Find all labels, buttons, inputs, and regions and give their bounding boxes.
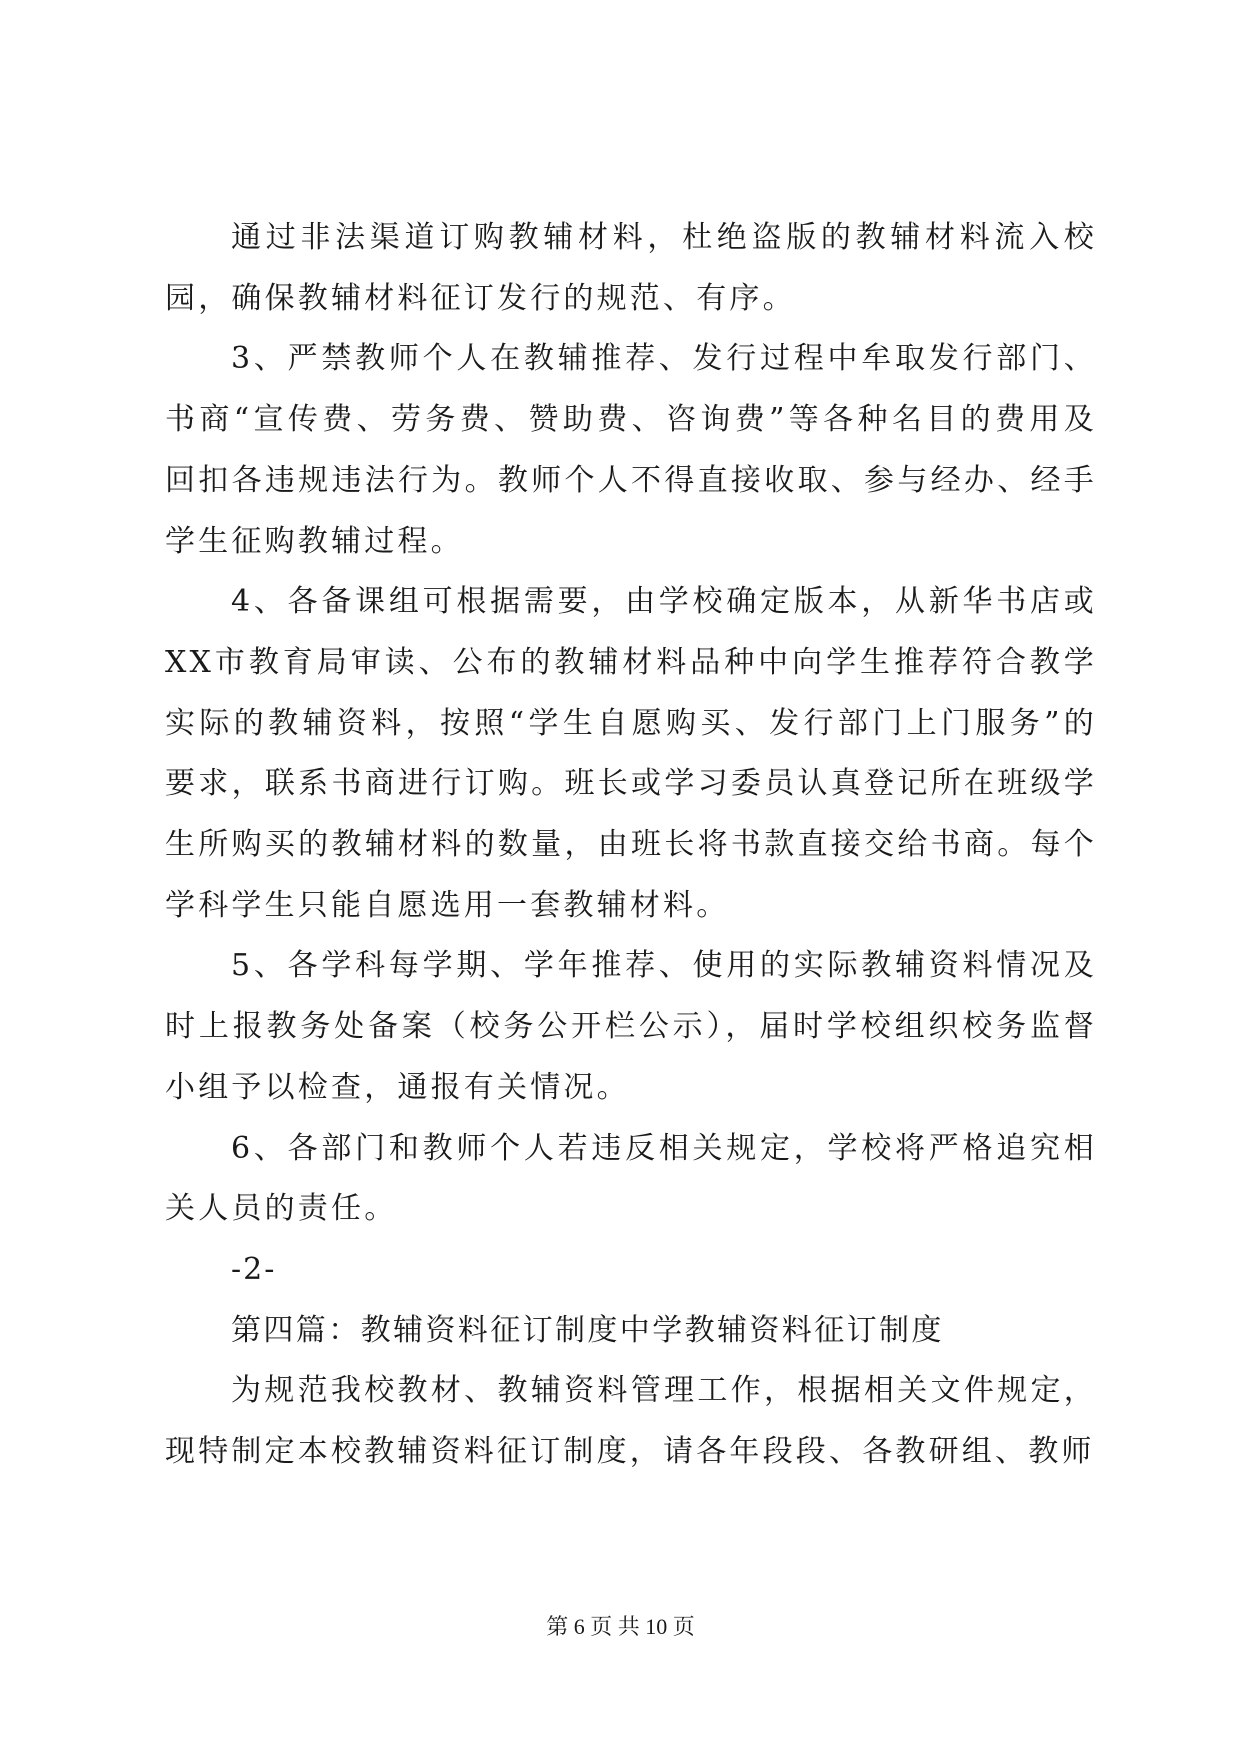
section-heading: 第四篇：教辅资料征订制度中学教辅资料征订制度 [231,1312,944,1348]
paragraph-intro: 为规范我校教材、教辅资料管理工作，根据相关文件规定，现特制定本校教辅资料征订制度，请各年段段、各教研组、教师 [165,1373,1097,1470]
paragraph-continuation: 通过非法渠道订购教辅材料，杜绝盗版的教辅材料流入校园，确保教辅材料征订发行的规范、有序。 [165,220,1097,316]
paragraph-item-3: 3、严禁教师个人在教辅推荐、发行过程中牟取发行部门、书商“宣传费、劳务费、赞助费、咨询费”等各种名目的费用及回扣各违规违法行为。教师个人不得直接收取、参与经办、经手学生征购教辅过程。 [165,341,1097,559]
page-footer: 第 6 页 共 10 页 [546,1614,695,1639]
paragraph-item-4: 4、各备课组可根据需要，由学校确定版本，从新华书店或XX市教育局审读、公布的教辅材料品种中向学生推荐符合教学实际的教辅资料，按照“学生自愿购买、发行部门上门服务”的要求，联系书商进行订购。班长或学习委员认真登记所在班级学生所购买的教辅材料的数量，由班长将书款直接交给书商。每个学科学生只能自愿选用一套教辅材料。 [165,584,1097,923]
document-body [165,208,1097,1483]
inline-page-marker: -2- [231,1251,277,1287]
paragraph-item-6: 6、各部门和教师个人若违反相关规定，学校将严格追究相关人员的责任。 [165,1130,1097,1227]
paragraph-item-5: 5、各学科每学期、学年推荐、使用的实际教辅资料情况及时上报教务处备案（校务公开栏公示），届时学校组织校务监督小组予以检查，通报有关情况。 [165,948,1097,1105]
